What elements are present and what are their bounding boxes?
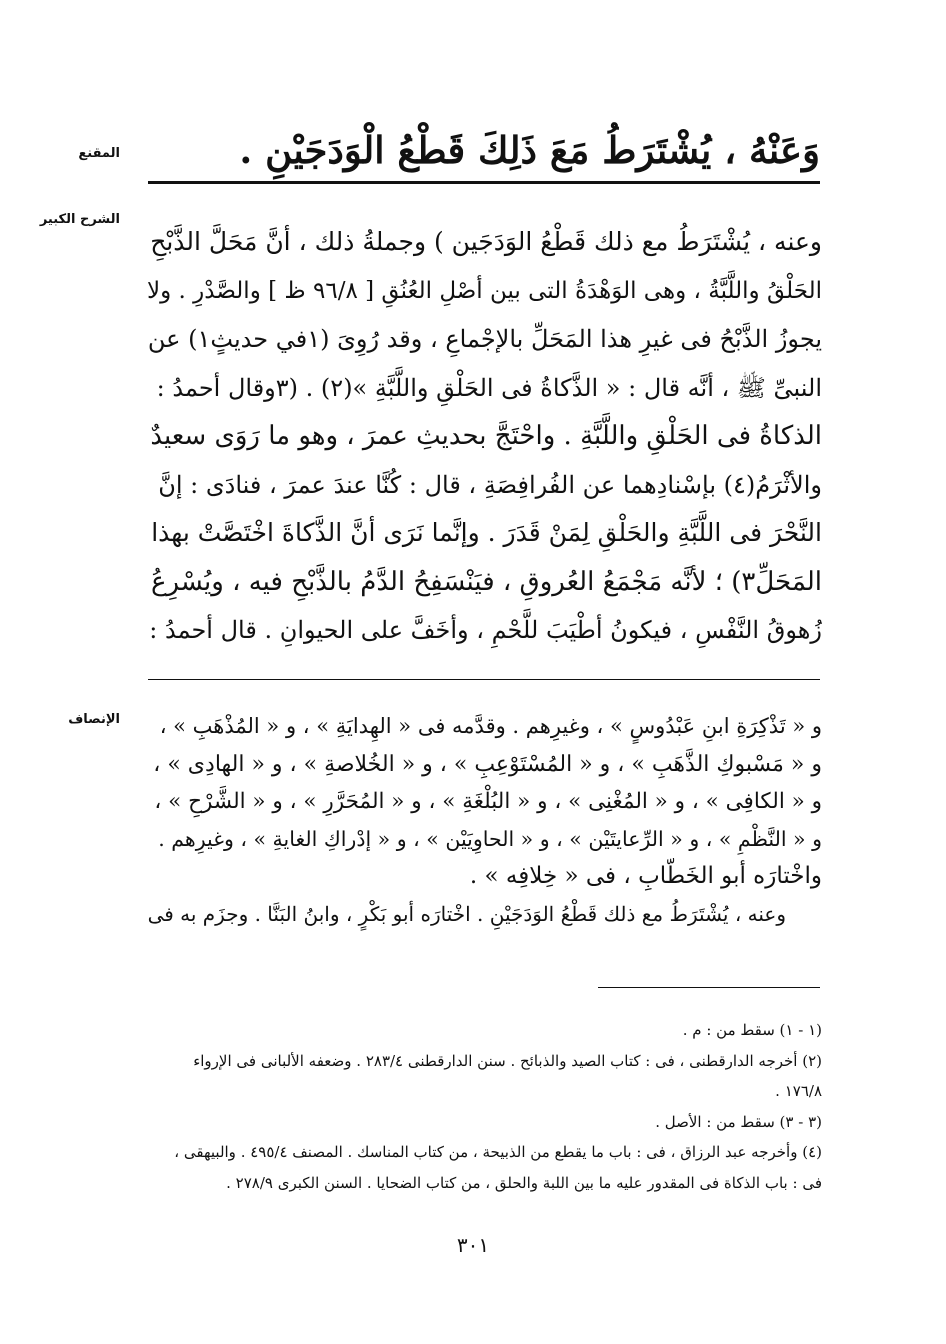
sharh-line: النبىِّ ﷺ ، أنَّه قال : « الذَّكاةُ فى الحَلْقِ واللَّبَّةِ »(٢) . (٣وقال أحمدُ : — [156, 373, 822, 402]
insaf-text — [146, 708, 822, 933]
sharh-line: الحَلْقُ واللَّبَّةُ ، وهى الوَهْدَةُ التى بين أصْلِ العُنُقِ [ ٩٦/٨ ظ ] والصَّدْرِ . ولا — [147, 277, 822, 304]
insaf-line: و « مَسْبوكِ الذَّهَبِ » ، و « المُسْتَوْعِبِ » ، و « الخُلاصةِ » ، و « الهادِى » ، — [153, 751, 822, 777]
footnote-line: (٣ - ٣) سقط من : الأصل . — [655, 1112, 822, 1131]
sharh-line: النَّحْرَ فى اللَّبَّةِ والحَلْقِ لِمَنْ قَدَرَ . وإنَّما نَرَى أنَّ الذَّكاةَ اخْتَصَّتْ بهذا — [151, 518, 822, 547]
footnote-line: (٤) وأخرجه عبد الرزاق ، فى : باب ما يقطع من الذبيحة ، من كتاب المناسك . المصنف ٤٩٥/٤ . والبيهقى ، — [174, 1143, 822, 1161]
page-number: ٣٠١ — [456, 1233, 490, 1257]
footnote-line: فى : باب الذكاة فى المقدور عليه ما بين اللبة والحلق ، من كتاب الضحايا . السنن الكبرى ٢٧٨/٩ . — [226, 1173, 822, 1192]
footnote-line: (٢) أخرجه الدارقطنى ، فى : كتاب الصيد والذبائح . سنن الدارقطنى ٢٨٣/٤ . وضعفه الألبانى فى الإرواء — [193, 1051, 822, 1070]
footnote-line: ١٧٦/٨ . — [775, 1082, 822, 1100]
insaf-line: و « تَذْكِرَةِ ابنِ عَبْدُوسٍ » ، وغيرِهم . وقدَّمه فى « الهِدايَةِ » ، و « المُذْهَبِ » ، — [159, 714, 822, 738]
insaf-line: وعنه ، يُشْتَرَطُ مع ذلك قَطْعُ الوَدَجَيْنِ . اخْتارَه أبو بَكْرٍ ، وابنُ البَنَّا . وجزَم به فى — [147, 901, 786, 926]
footnote-line: (١ - ١) سقط من : م . — [682, 1021, 822, 1039]
label-muqni: المقنع — [78, 146, 120, 161]
sharh-line: والأثْرَمُ(٤) بإسْنادِهما عن الفُرافِصَةِ ، قال : كُنَّا عندَ عمرَ ، فنادَى : إنَّ — [158, 470, 822, 499]
insaf-line: و « الكافِى » ، و « المُغْنِى » ، و « البُلْغَةِ » ، و « المُحَرَّرِ » ، و « الشَّرْحِ » ، — [154, 789, 822, 814]
muqni-text — [150, 120, 820, 180]
footnotes — [146, 1015, 822, 1198]
insaf-line: واخْتارَه أبو الخَطَّابِ ، فى « خِلافِه » . — [469, 863, 822, 889]
sharh-line: يجوزُ الذَّبْحُ فى غيرِ هذا المَحَلِّ بالإجْماعِ ، وقد رُوِىَ (١في حديثٍ١) عن — [147, 325, 822, 353]
footnote-divider — [598, 987, 820, 988]
muqni-divider — [148, 181, 820, 184]
insaf-line: و « النَّظْمِ » ، و « الرِّعايتَيْن » ، و « الحاوِيَيْن » ، و « إدْراكِ الغايةِ » ، وغيرِهم . — [158, 826, 822, 851]
sharh-line: زُهوقُ النَّفْسِ ، فيكونُ أطْيَبَ للَّحْمِ ، وأخَفَّ على الحيوانِ . قال أحمدُ : — [149, 616, 822, 644]
sharh-line: وعنه ، يُشْتَرَطُ مع ذلك قَطْعُ الوَدَجَين ) وجملةُ ذلك ، أنَّ مَحَلَّ الذَّبْحِ — [150, 227, 822, 256]
sharh-line: الذكاةُ فى الحَلْقِ واللَّبَّةِ . واحْتَجَّ بحديثِ عمرَ ، وهو ما رَوَى سعيدٌ — [150, 421, 822, 451]
sharh-divider — [148, 679, 820, 680]
label-insaf: الإنصاف — [68, 712, 120, 727]
muqni-line: وَعَنْهُ ، يُشْتَرَطُ مَعَ ذَلِكَ قَطْعُ الْوَدَجَيْنِ . — [239, 128, 820, 172]
sharh-text — [146, 218, 822, 655]
sharh-line: المَحَلِّ٣) ؛ لأنَّه مَجْمَعُ العُروقِ ، فيَنْسَفِحُ الدَّمُ بالذَّبْحِ فيه ، ويُسْرِعُ — [150, 566, 822, 597]
label-sharh: الشرح الكبير — [39, 212, 120, 227]
